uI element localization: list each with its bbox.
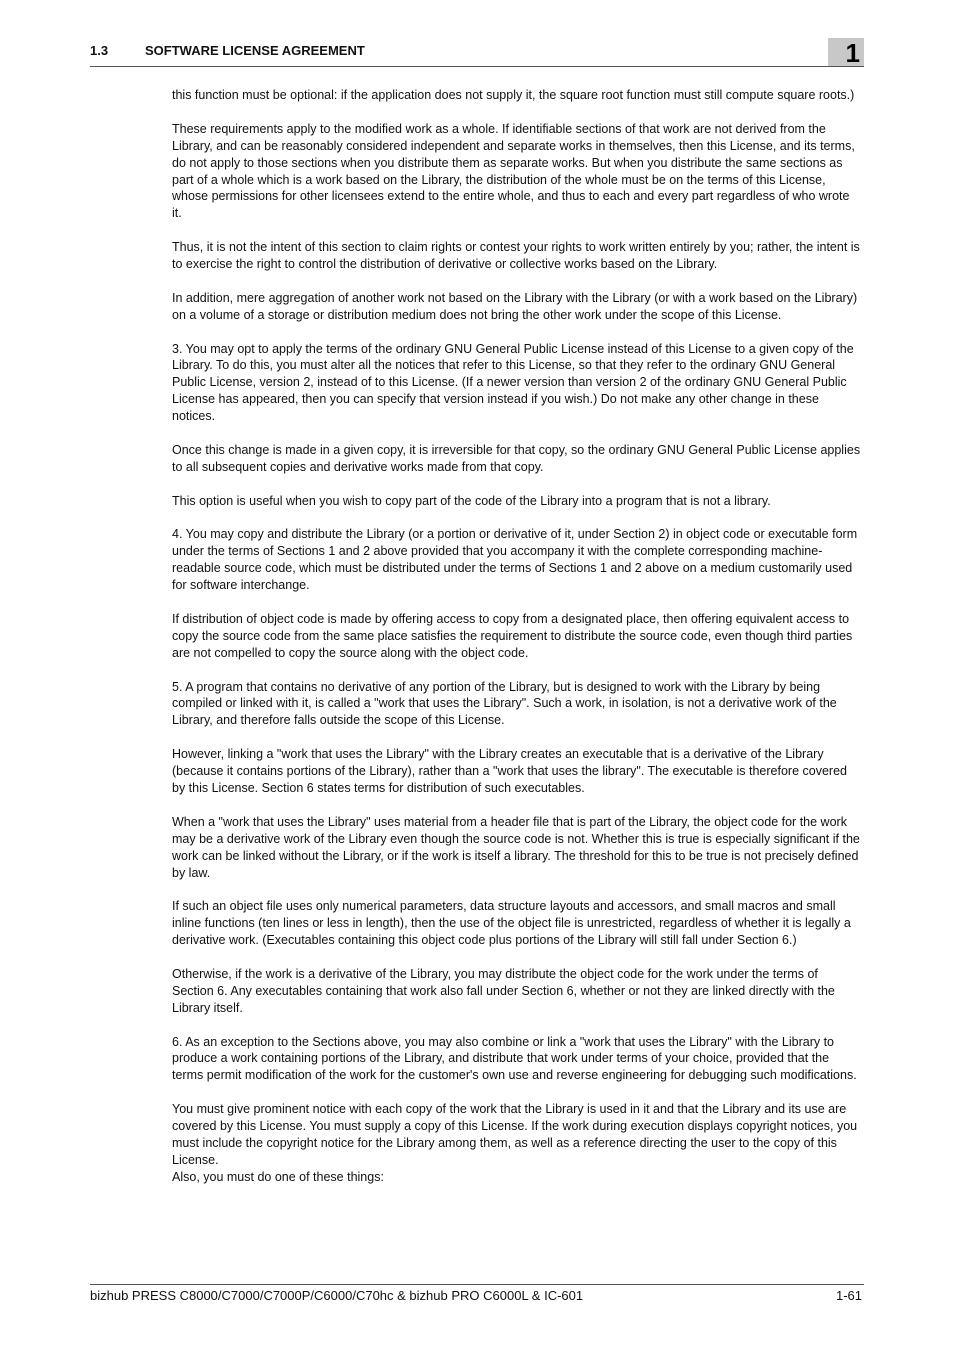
paragraph: This option is useful when you wish to copy part of the code of the Library into a program that is not a library. — [172, 493, 771, 508]
section-number: 1.3 — [90, 43, 109, 58]
paragraph: 3. You may opt to apply the terms of the ordinary GNU General Public License instead of this License to a given copy of the Library. To do this, you must alter all the notices that refer to this License, so that they refer to the ordinary GNU General Public License, version 2, instead of to this License. (If a newer version than version 2 of the ordinary GNU General Public License has appeared, then you can specify that version instead if you wish.) Do not make any other change in these notices. — [172, 341, 854, 424]
paragraph: If distribution of object code is made by offering access to copy from a designated place, then offering equivalent access to copy the source code from the same place satisfies the requirement to distribute the source code, even though third parties are not compelled to copy the source along with the object code. — [172, 611, 853, 660]
paragraph: When a "work that uses the Library" uses material from a header file that is part of the Library, the object code for the work may be a derivative work of the Library even though the source code is not. Whether this is true is especially significant if the work can be linked without the Library, or if the work is itself a library. The threshold for this to be true is not precisely defined by law. — [172, 814, 860, 880]
paragraph: In addition, mere aggregation of another work not based on the Library with the Library (or with a work based on the Library) on a volume of a storage or distribution medium does not bring the other work under the scope of this License. — [172, 290, 858, 322]
section-title: SOFTWARE LICENSE AGREEMENT — [145, 43, 365, 58]
page-header — [90, 40, 864, 67]
paragraph: Thus, it is not the intent of this section to claim rights or contest your rights to work written entirely by you; rather, the intent is to exercise the right to control the distribution of derivative or collective works based on the Library. — [172, 240, 860, 272]
paragraph: Otherwise, if the work is a derivative of the Library, you may distribute the object code for the work under the terms of Section 6. Any executables containing that work also fall under Section 6, whether or not they are linked directly with the Library itself. — [172, 966, 835, 1015]
chapter-number: 1 — [845, 38, 860, 68]
license-text-body — [172, 87, 862, 1203]
product-name: bizhub PRESS C8000/C7000/C7000P/C6000/C70hc & bizhub PRO C6000L & IC-601 — [90, 1288, 584, 1303]
paragraph: this function must be optional: if the application does not supply it, the square root function must still compute square roots.) — [172, 88, 855, 102]
paragraph: If such an object file uses only numerical parameters, data structure layouts and accessors, and small macros and small inline functions (ten lines or less in length), then the use of the object file is unrestricted, regardless of whether it is legally a derivative work. (Executables containing this object code plus portions of the Library will still fall under Section 6.) — [172, 899, 851, 948]
paragraph: 5. A program that contains no derivative of any portion of the Library, but is designed to work with the Library by being compiled or linked with it, is called a "work that uses the Library". Such a work, in isolation, is not a derivative work of the Library, and therefore falls outside the scope of this License. — [172, 679, 837, 728]
paragraph: 6. As an exception to the Sections above, you may also combine or link a "work that uses the Library" with the Library to produce a work containing portions of the Library, and distribute that work under terms of your choice, provided that the terms permit modification of the work for the customer's own use and reverse engineering for debugging such modifications. — [172, 1034, 857, 1083]
page-number: 1-61 — [835, 1288, 862, 1303]
paragraph: You must give prominent notice with each copy of the work that the Library is used in it and that the Library and its use are covered by this License. You must supply a copy of this License. If the work during execution displays copyright notices, you must include the copyright notice for the Library among them, as well as a reference directing the user to the copy of this License. — [172, 1102, 858, 1167]
paragraph: However, linking a "work that uses the Library" with the Library creates an executable that is a derivative of the Library (because it contains portions of the Library), rather than a "work that uses the library". The executable is therefore covered by this License. Section 6 states terms for distribution of such executables. — [172, 747, 847, 795]
paragraph: 4. You may copy and distribute the Library (or a portion or derivative of it, under Section 2) in object code or executable form under the terms of Sections 1 and 2 above provided that you accompany it with the complete corresponding machine-readable source code, which must be distributed under the terms of Sections 1 and 2 above on a medium customarily used for software interchange. — [172, 527, 858, 593]
paragraph: Also, you must do one of these things: — [172, 1169, 384, 1184]
paragraph: These requirements apply to the modified work as a whole. If identifiable sections of that work are not derived from the Library, and can be reasonably considered independent and separate works in themselves, then this License, and its terms, do not apply to those sections when you distribute them as separate works. But when you distribute the same sections as part of a whole which is a work based on the Library, the distribution of the whole must be on the terms of this License, whose permissions for other licensees extend to the entire whole, and thus to each and every part regardless of who wrote it. — [172, 121, 855, 221]
paragraph: Once this change is made in a given copy, it is irreversible for that copy, so the ordinary GNU General Public License applies to all subsequent copies and derivative works made from that copy. — [172, 442, 861, 474]
page-footer — [90, 1284, 864, 1309]
